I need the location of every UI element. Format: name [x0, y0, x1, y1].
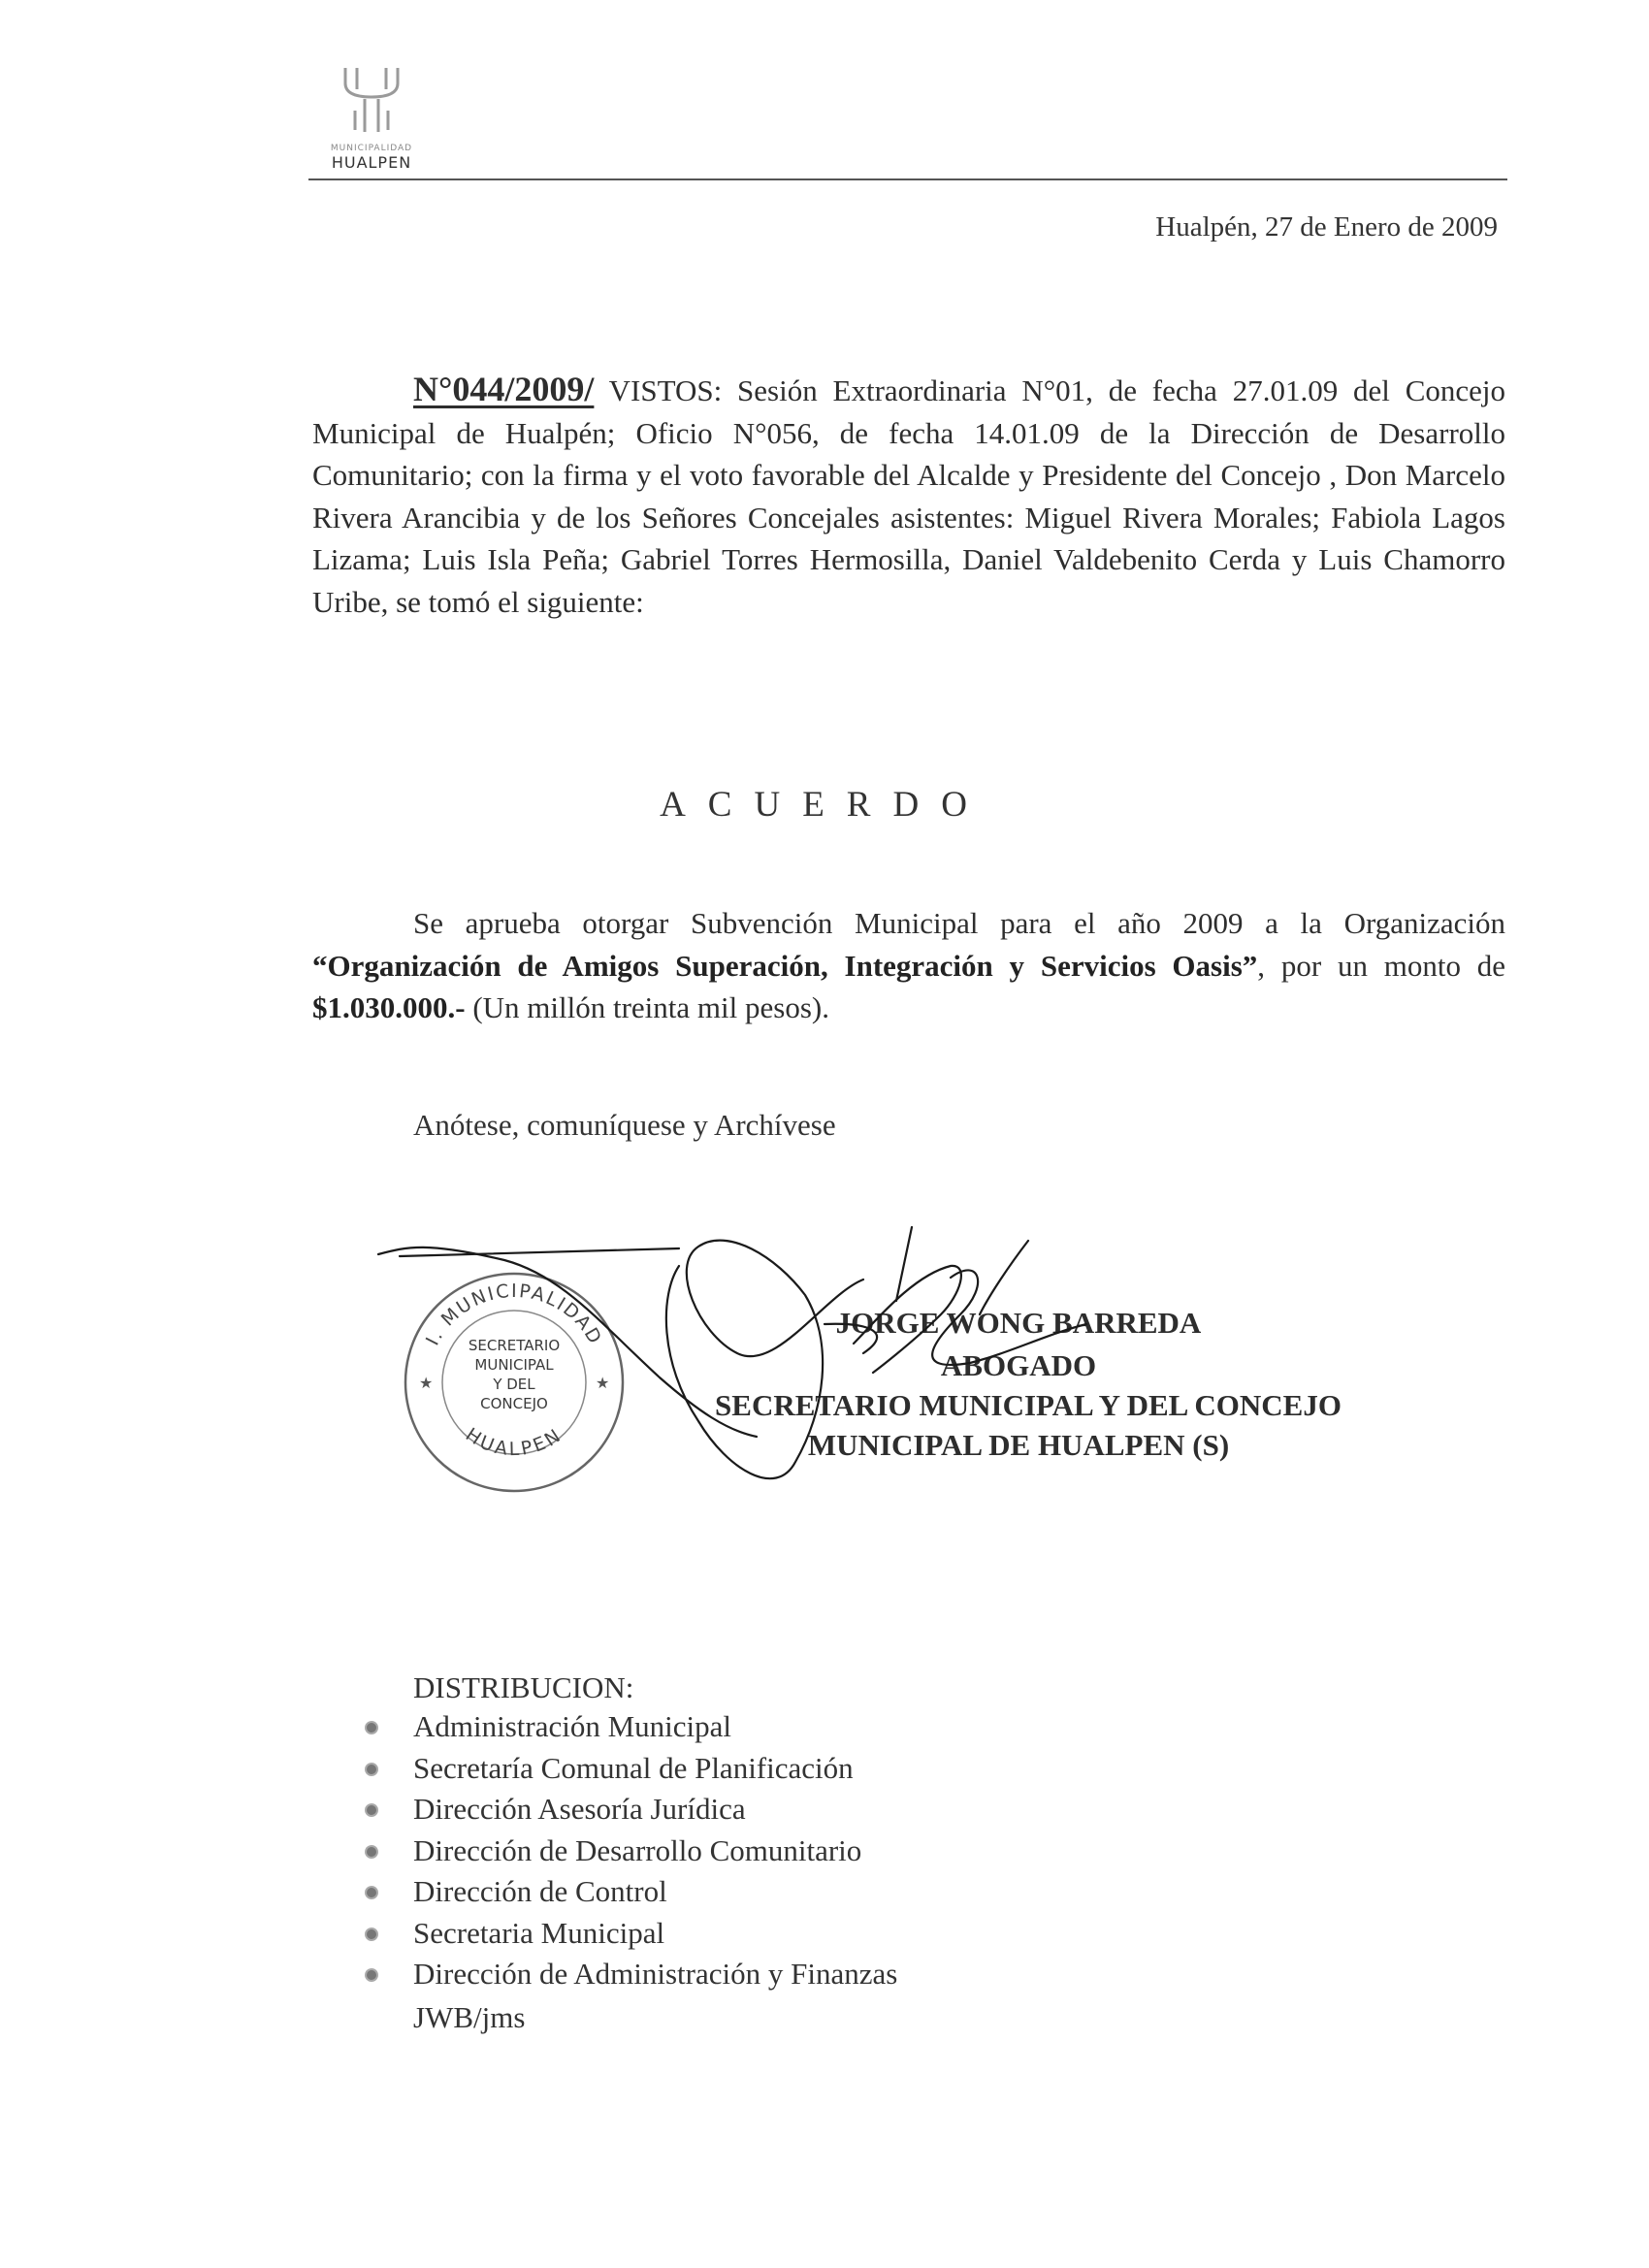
stamp-ring-bottom: HUALPEN — [461, 1423, 567, 1461]
vistos-paragraph — [312, 369, 1505, 623]
list-item — [367, 1916, 897, 1958]
list-item — [367, 1833, 897, 1875]
distribution-item-label: Secretaría Comunal de Planificación — [413, 1750, 854, 1785]
subsidy-amount: $1.030.000.- — [312, 990, 466, 1024]
svg-text:★: ★ — [419, 1374, 434, 1392]
distribution-item-label: Dirección de Administración y Finanzas — [413, 1957, 898, 1991]
vistos-text: VISTOS: Sesión Extraordinaria N°01, de fecha 27.01.09 del Concejo Municipal de Hualpén; Oficio N°056, de fecha 14.01.09 de la Dirección de Desarrollo Comunitario; con la firma y el voto favorable del Alcalde y Presidente del Concejo , Don Marcelo Rivera Arancibia y de los Señores Concejales asistentes: Miguel Rivera Morales; Fabiola Lagos Lizama; Luis Isla Peña; Gabriel Torres Hermosilla, Daniel Valdebenito Cerda y Luis Chamorro Uribe, se tomó el siguiente: — [312, 373, 1505, 619]
distribution-item-label: Dirección de Desarrollo Comunitario — [413, 1832, 862, 1867]
signatory-role-2: MUNICIPAL DE HUALPEN (S) — [807, 1428, 1230, 1462]
distribution-item-label: Dirección Asesoría Jurídica — [413, 1792, 746, 1826]
organization-name: “Organización de Amigos Superación, Integración y Servicios Oasis” — [312, 948, 1258, 983]
acuerdo-text-2: , por un monto de — [1257, 948, 1505, 983]
distribution-title: DISTRIBUCION: — [413, 1670, 634, 1704]
bullet-icon — [367, 1805, 376, 1815]
bullet-icon — [367, 1847, 376, 1857]
stamp-line-2: MUNICIPAL — [474, 1356, 554, 1374]
bullet-icon — [367, 1723, 376, 1733]
acuerdo-text-1: Se aprueba otorgar Subvención Municipal para el año 2009 a la Organización — [413, 906, 1505, 940]
resolution-number: N°044/2009/ — [413, 370, 595, 408]
signatory-role-1: SECRETARIO MUNICIPAL Y DEL CONCEJO — [715, 1388, 1342, 1422]
handwritten-signature — [369, 1208, 1145, 1518]
distribution-item-label: Dirección de Control — [413, 1874, 667, 1908]
logo-name: HUALPEN — [331, 153, 412, 172]
bullet-icon — [367, 1888, 376, 1897]
bullet-icon — [367, 1970, 376, 1980]
list-item — [367, 1874, 897, 1916]
acuerdo-paragraph — [312, 902, 1505, 1029]
acuerdo-heading: ACUERDO — [660, 785, 989, 825]
stamp-ring-top: I. MUNICIPALIDAD — [421, 1280, 606, 1349]
stamp-line-4: CONCEJO — [480, 1395, 548, 1412]
logo-caption: MUNICIPALIDAD — [330, 144, 413, 153]
distribution-item-label: Secretaria Municipal — [413, 1915, 665, 1950]
stamp-line-3: Y DEL — [493, 1376, 535, 1393]
municipality-logo — [308, 64, 435, 176]
distribution-item-label: Administración Municipal — [413, 1709, 732, 1743]
bullet-icon — [367, 1765, 376, 1774]
svg-text:★: ★ — [596, 1374, 610, 1392]
list-item — [367, 1709, 897, 1751]
closing-line: Anótese, comuníquese y Archívese — [413, 1108, 836, 1142]
header-divider — [308, 178, 1507, 180]
distribution-list — [367, 1709, 897, 1998]
logo-emblem-icon — [336, 64, 407, 142]
stamp-line-1: SECRETARIO — [468, 1337, 561, 1354]
list-item — [367, 1957, 897, 1998]
signatory-title: ABOGADO — [940, 1348, 1097, 1382]
acuerdo-text-3: (Un millón treinta mil pesos). — [465, 990, 829, 1024]
list-item — [367, 1751, 897, 1793]
typist-initials: JWB/jms — [413, 2000, 526, 2034]
list-item — [367, 1792, 897, 1833]
bullet-icon — [367, 1929, 376, 1939]
document-date: Hualpén, 27 de Enero de 2009 — [1155, 211, 1498, 243]
signatory-name: JORGE WONG BARREDA — [835, 1306, 1202, 1340]
